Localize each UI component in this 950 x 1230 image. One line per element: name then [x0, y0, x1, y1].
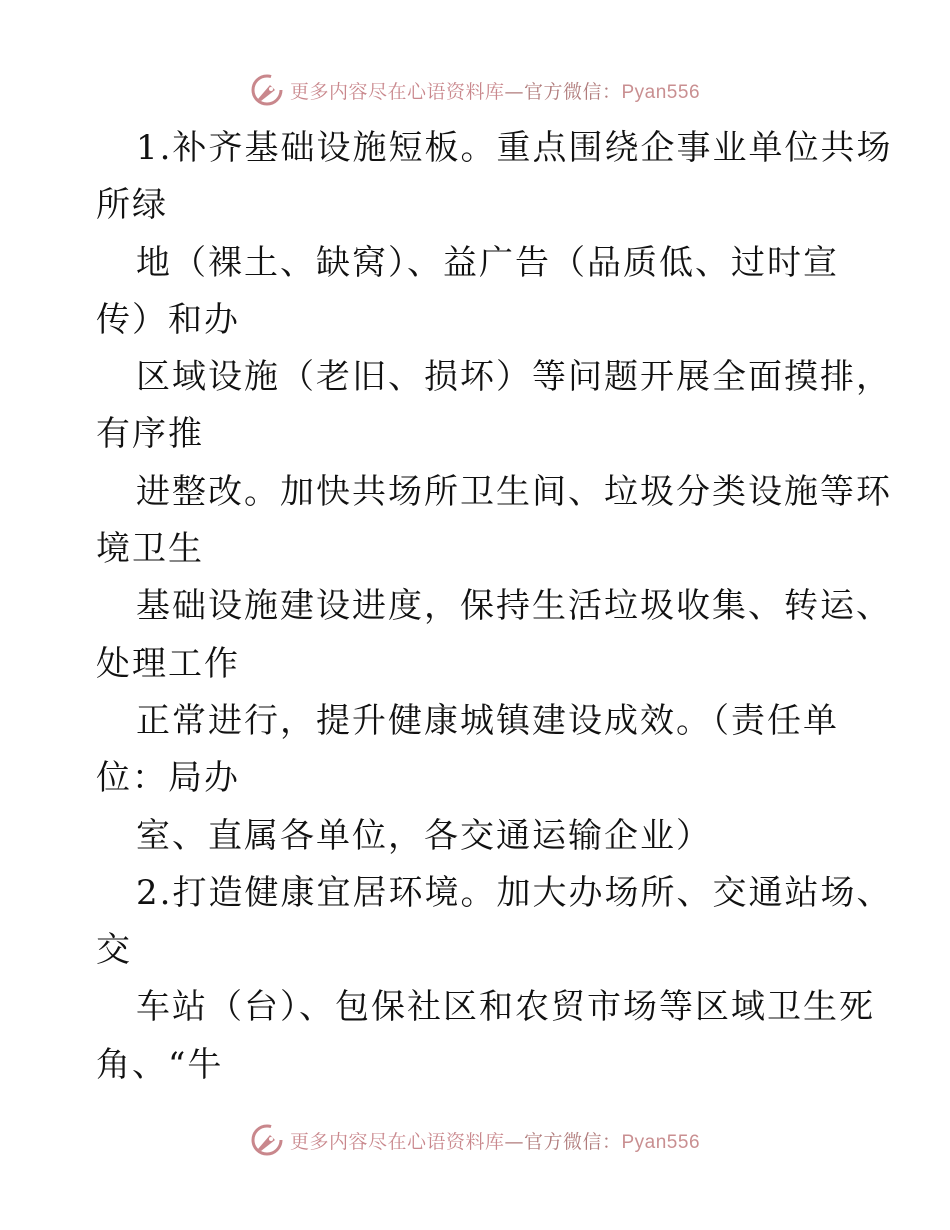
watermark-footer [0, 1120, 950, 1160]
watermark-id: Pyan556 [621, 81, 701, 103]
pen-nib-logo-icon [250, 1123, 284, 1157]
document-body [96, 120, 893, 1094]
text-line: 境卫生 [96, 529, 204, 570]
watermark-header [0, 70, 950, 110]
text-line: 有序推 [96, 414, 204, 455]
watermark-id: Pyan556 [621, 1131, 701, 1153]
watermark-text [290, 77, 700, 104]
text-line: 位：局办 [96, 758, 240, 799]
watermark-dash: — [504, 1130, 524, 1153]
text-line: 地（裸土、缺窝）、益广告（品质低、过时宣 [136, 242, 839, 283]
text-line: 室、直属各单位，各交通运输企业） [136, 815, 712, 856]
text-line: 正常进行，提升健康城镇建设成效。（责任单 [136, 700, 839, 741]
watermark-sub: 官方微信： [523, 80, 622, 103]
text-line: 所绿 [96, 185, 168, 226]
text-line: 区域设施（老旧、损坏）等问题开展全面摸排， [136, 357, 892, 398]
text-line: 传）和办 [96, 299, 240, 340]
watermark-dash: — [504, 80, 524, 103]
text-line: 角、“牛 [96, 1044, 224, 1085]
watermark-main: 更多内容尽在心语资料库 [289, 80, 505, 103]
text-line: 1.补齐基础设施短板。重点围绕企事业单位共场 [136, 128, 893, 168]
text-line: 处理工作 [96, 643, 240, 684]
text-line: 进整改。加快共场所卫生间、垃圾分类设施等环 [136, 471, 892, 512]
pen-nib-logo-icon [250, 73, 284, 107]
text-line: 交 [96, 930, 132, 971]
watermark-sub: 官方微信： [523, 1130, 622, 1153]
watermark-text [290, 1127, 700, 1154]
watermark-main: 更多内容尽在心语资料库 [289, 1130, 505, 1153]
text-line: 基础设施建设进度，保持生活垃圾收集、转运、 [136, 586, 892, 627]
text-line: 车站（台）、包保社区和农贸市场等区域卫生死 [136, 987, 875, 1028]
text-line: 2.打造健康宜居环境。加大办场所、交通站场、 [136, 872, 893, 913]
